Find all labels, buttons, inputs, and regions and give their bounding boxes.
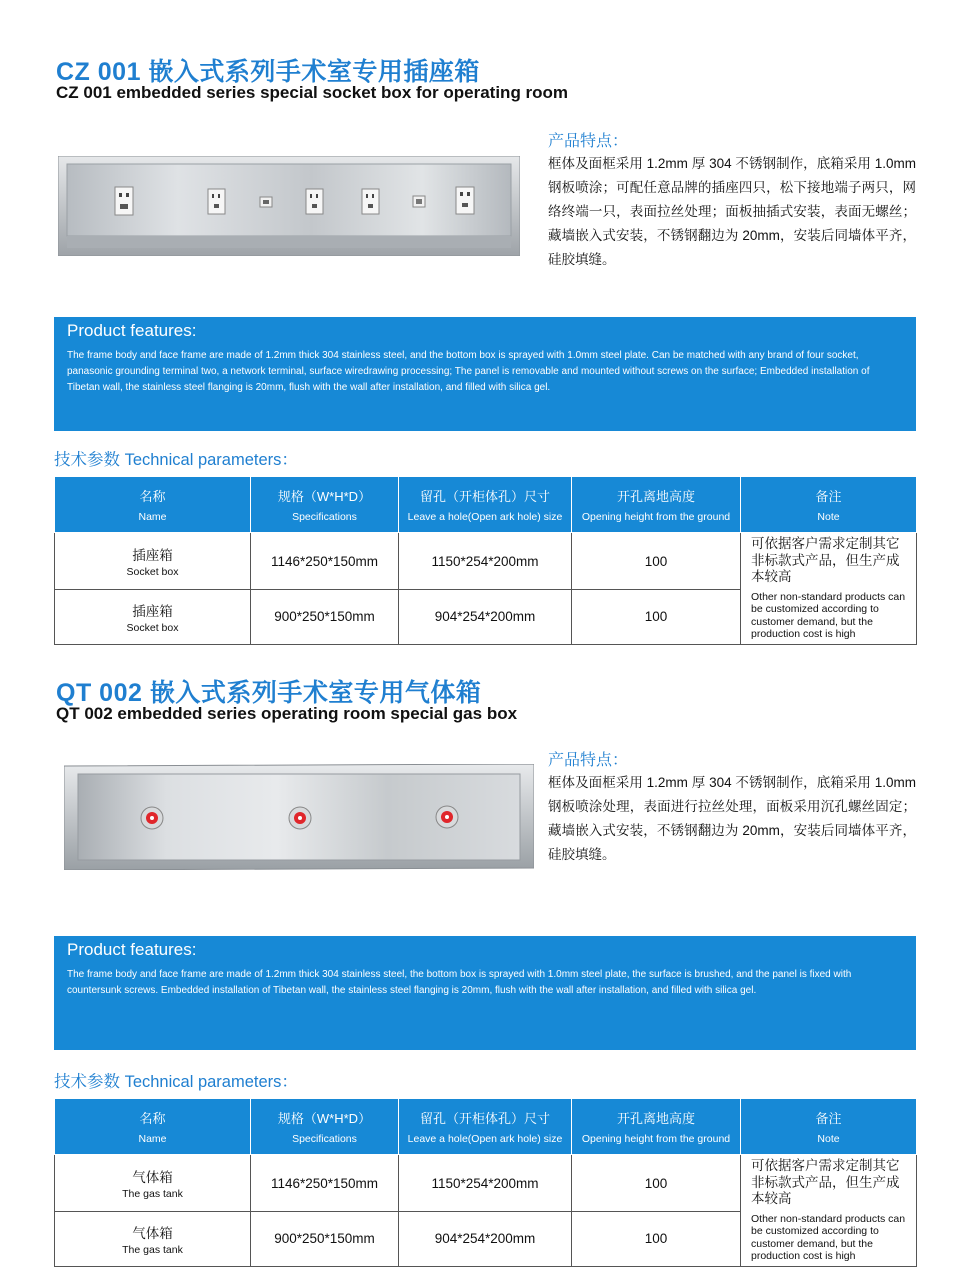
cell-spec: 1146*250*150mm bbox=[251, 533, 399, 590]
socket-features-en-heading: Product features: bbox=[67, 321, 197, 340]
cell-note: 可依据客户需求定制其它非标款式产品，但生产成本较高 Other non-standard products can be customized according to customer demand, but the production cost is high bbox=[741, 1155, 917, 1267]
gas-features-cn-heading: 产品特点： bbox=[548, 752, 629, 769]
header-height: 开孔离地高度 Opening height from the ground bbox=[572, 1099, 741, 1155]
socket-outlet-4 bbox=[362, 189, 379, 214]
gas-title-en: QT 002 embedded series operating room special gas box bbox=[56, 704, 518, 723]
gas-features-en-box bbox=[54, 936, 916, 1050]
cell-spec: 900*250*150mm bbox=[251, 590, 399, 644]
cell-name: 插座箱 Socket box bbox=[55, 590, 251, 644]
cell-note: 可依据客户需求定制其它非标款式产品，但生产成本较高 Other non-standard products can be customized according to customer demand, but the production cost is high bbox=[741, 533, 917, 645]
gas-box-photo bbox=[64, 764, 534, 870]
socket-outlet-5 bbox=[456, 187, 474, 214]
cell-hole: 904*254*200mm bbox=[399, 1212, 572, 1266]
gas-features-en-text: The frame body and face frame are made of 1.2mm thick 304 stainless steel, the bottom box is sprayed with 1.0mm steel plate, the surface is brushed, and the panel is fixed with countersunk screws. Embedded installation of Tibetan wall, the stainless steel flanging is 20mm, flush with the wall after installation, and filled with silica gel. bbox=[67, 969, 852, 996]
cell-spec: 1146*250*150mm bbox=[251, 1155, 399, 1212]
socket-title-cn: CZ 001 嵌入式系列手术室专用插座箱 bbox=[56, 58, 480, 86]
gas-params-table bbox=[54, 1098, 917, 1267]
header-spec: 规格（W*H*D） Specifications bbox=[251, 1099, 399, 1155]
network-terminal bbox=[260, 197, 272, 207]
socket-box-photo bbox=[58, 156, 520, 256]
table-header-row bbox=[55, 477, 917, 533]
socket-outlet-1 bbox=[115, 187, 133, 215]
cell-hole: 1150*254*200mm bbox=[399, 533, 572, 590]
cell-spec: 900*250*150mm bbox=[251, 1212, 399, 1266]
header-note: 备注 Note bbox=[741, 477, 917, 533]
socket-title-en: CZ 001 embedded series special socket box for operating room bbox=[56, 83, 569, 102]
socket-outlet-2 bbox=[208, 189, 225, 214]
socket-box-panel bbox=[67, 164, 511, 236]
header-hole: 留孔（开柜体孔）尺寸 Leave a hole(Open ark hole) size bbox=[399, 1099, 572, 1155]
table-header-row bbox=[55, 1099, 917, 1155]
cell-hole: 904*254*200mm bbox=[399, 590, 572, 644]
cell-height: 100 bbox=[572, 1155, 741, 1212]
cell-name: 气体箱 The gas tank bbox=[55, 1212, 251, 1266]
socket-features-en-box bbox=[54, 317, 916, 431]
grounding-terminal bbox=[413, 196, 425, 207]
header-spec: 规格（W*H*D） Specifications bbox=[251, 477, 399, 533]
socket-tech-heading: 技术参数 Technical parameters： bbox=[54, 451, 298, 469]
socket-features-cn-heading: 产品特点： bbox=[548, 133, 629, 150]
gas-outlet-2 bbox=[289, 807, 311, 829]
socket-features-en-text: The frame body and face frame are made of 1.2mm thick 304 stainless steel, and the bottom box is sprayed with 1.0mm steel plate. Can be matched with any brand of four socket, panasonic grounding terminal two, a network terminal, surface wiredrawing processing; The panel is removable and mounted without screws on the surface; Embedded installation of Tibetan wall, the stainless steel flanging is 20mm, flush with the wall after installation, and filled with silica gel. bbox=[67, 350, 870, 393]
gas-features-en-heading: Product features: bbox=[67, 940, 197, 959]
socket-outlet-3 bbox=[306, 189, 323, 214]
cell-height: 100 bbox=[572, 590, 741, 644]
socket-params-table bbox=[54, 476, 917, 645]
gas-title-cn: QT 002 嵌入式系列手术室专用气体箱 bbox=[56, 679, 482, 707]
header-name: 名称 Name bbox=[55, 477, 251, 533]
cell-name: 插座箱 Socket box bbox=[55, 533, 251, 590]
cell-name: 气体箱 The gas tank bbox=[55, 1155, 251, 1212]
socket-features-cn-text: 框体及面框采用 1.2mm 厚 304 不锈钢制作，底箱采用 1.0mm 钢板喷涂；可配任意品牌的插座四只，松下接地端子两只，网络终端一只，表面拉丝处理；面板抽插式安装，表面无螺丝；藏墙嵌入式安装，不锈钢翻边为 20mm，安装后同墙体平齐，硅胶填缝。 bbox=[548, 156, 916, 267]
cell-height: 100 bbox=[572, 533, 741, 590]
cell-height: 100 bbox=[572, 1212, 741, 1266]
gas-features-cn-text: 框体及面框采用 1.2mm 厚 304 不锈钢制作，底箱采用 1.0mm 钢板喷涂处理，表面进行拉丝处理，面板采用沉孔螺丝固定；藏墙嵌入式安装，不锈钢翻边为 20mm，安装后同墙体平齐，硅胶填缝。 bbox=[548, 775, 916, 862]
gas-outlet-3 bbox=[436, 806, 458, 828]
cell-hole: 1150*254*200mm bbox=[399, 1155, 572, 1212]
gas-outlet-1 bbox=[141, 807, 163, 829]
header-hole: 留孔（开柜体孔）尺寸 Leave a hole(Open ark hole) size bbox=[399, 477, 572, 533]
header-name: 名称 Name bbox=[55, 1099, 251, 1155]
table-row bbox=[55, 533, 917, 590]
header-height: 开孔离地高度 Opening height from the ground bbox=[572, 477, 741, 533]
gas-tech-heading: 技术参数 Technical parameters： bbox=[54, 1073, 298, 1091]
table-row bbox=[55, 1155, 917, 1212]
header-note: 备注 Note bbox=[741, 1099, 917, 1155]
